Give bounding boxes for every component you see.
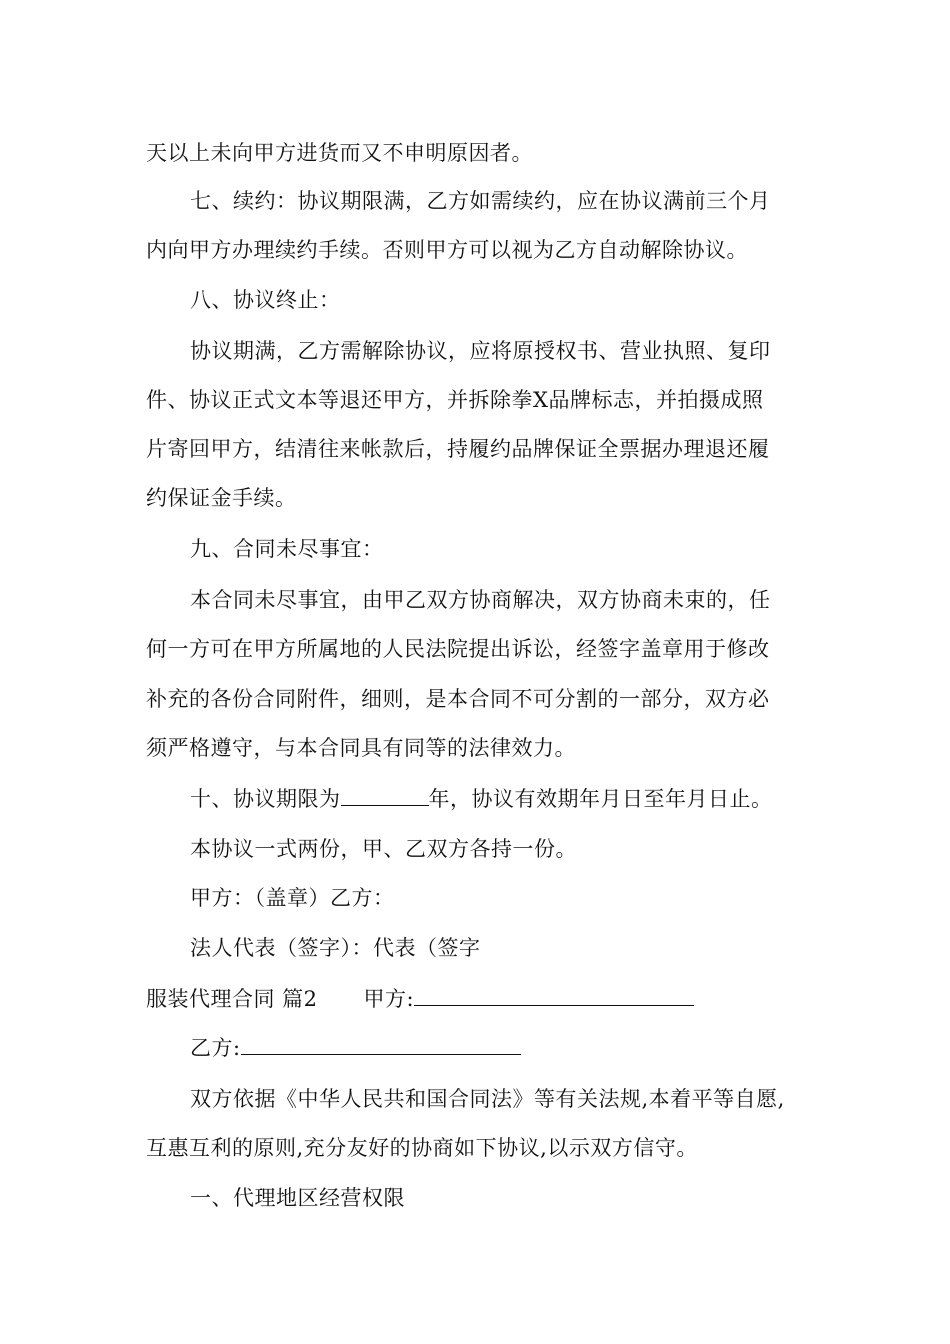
party-b-blank bbox=[241, 1034, 521, 1055]
contract-2-heading: 服装代理合同 篇2 bbox=[146, 987, 318, 1011]
paragraph-line: 片寄回甲方，结清往来帐款后，持履约品牌保证全票据办理退还履 bbox=[146, 437, 770, 461]
term-prefix: 十、协议期限为 bbox=[190, 787, 341, 811]
paragraph-line: 本合同未尽事宜，由甲乙双方协商解决，双方协商未束的，任 bbox=[190, 588, 771, 612]
paragraph-line: 约保证金手续。 bbox=[146, 486, 297, 510]
party-b-line bbox=[190, 1033, 870, 1063]
paragraph-line: 何一方可在甲方所属地的人民法院提出诉讼，经签字盖章用于修改 bbox=[146, 637, 770, 661]
clause-9-heading: 九、合同未尽事宜： bbox=[190, 537, 384, 561]
paragraph-line: 天以上未向甲方进货而又不申明原因者。 bbox=[146, 141, 533, 165]
term-blank bbox=[341, 785, 429, 806]
contract-2-intro-line: 双方依据《中华人民共和国合同法》等有关法规,本着平等自愿, bbox=[190, 1087, 785, 1111]
party-a-label: 甲方: bbox=[363, 987, 415, 1011]
paragraph-line: 补充的各份合同附件，细则，是本合同不可分割的一部分，双方必 bbox=[146, 687, 770, 711]
party-signature-line: 甲方：（盖章）乙方： bbox=[190, 886, 395, 910]
party-b-label: 乙方: bbox=[190, 1036, 241, 1060]
paragraph-line: 件、协议正式文本等退还甲方，并拆除拳X品牌标志，并拍摄成照 bbox=[146, 388, 764, 412]
representative-line: 法人代表（签字）：代表（签字 bbox=[190, 936, 481, 960]
clause-8-heading: 八、协议终止： bbox=[190, 288, 341, 312]
party-a-blank bbox=[414, 985, 694, 1006]
contract-2-section-1-heading: 一、代理地区经营权限 bbox=[190, 1186, 405, 1210]
clause-10-line bbox=[190, 784, 870, 814]
paragraph-line: 须严格遵守，与本合同具有同等的法律效力。 bbox=[146, 736, 576, 760]
paragraph-line: 协议期满，乙方需解除协议，应将原授权书、营业执照、复印 bbox=[190, 339, 771, 363]
contract-2-heading-line bbox=[146, 984, 826, 1014]
paragraph-line: 内向甲方办理续约手续。否则甲方可以视为乙方自动解除协议。 bbox=[146, 238, 748, 262]
clause-7-line: 七、续约：协议期限满，乙方如需续约，应在协议满前三个月 bbox=[190, 189, 771, 213]
contract-2-intro-line: 互惠互利的原则,充分友好的协商如下协议,以示双方信守。 bbox=[146, 1136, 698, 1160]
copies-line: 本协议一式两份，甲、乙双方各持一份。 bbox=[190, 837, 577, 861]
term-suffix: 年，协议有效期年月日至年月日止。 bbox=[428, 787, 773, 811]
